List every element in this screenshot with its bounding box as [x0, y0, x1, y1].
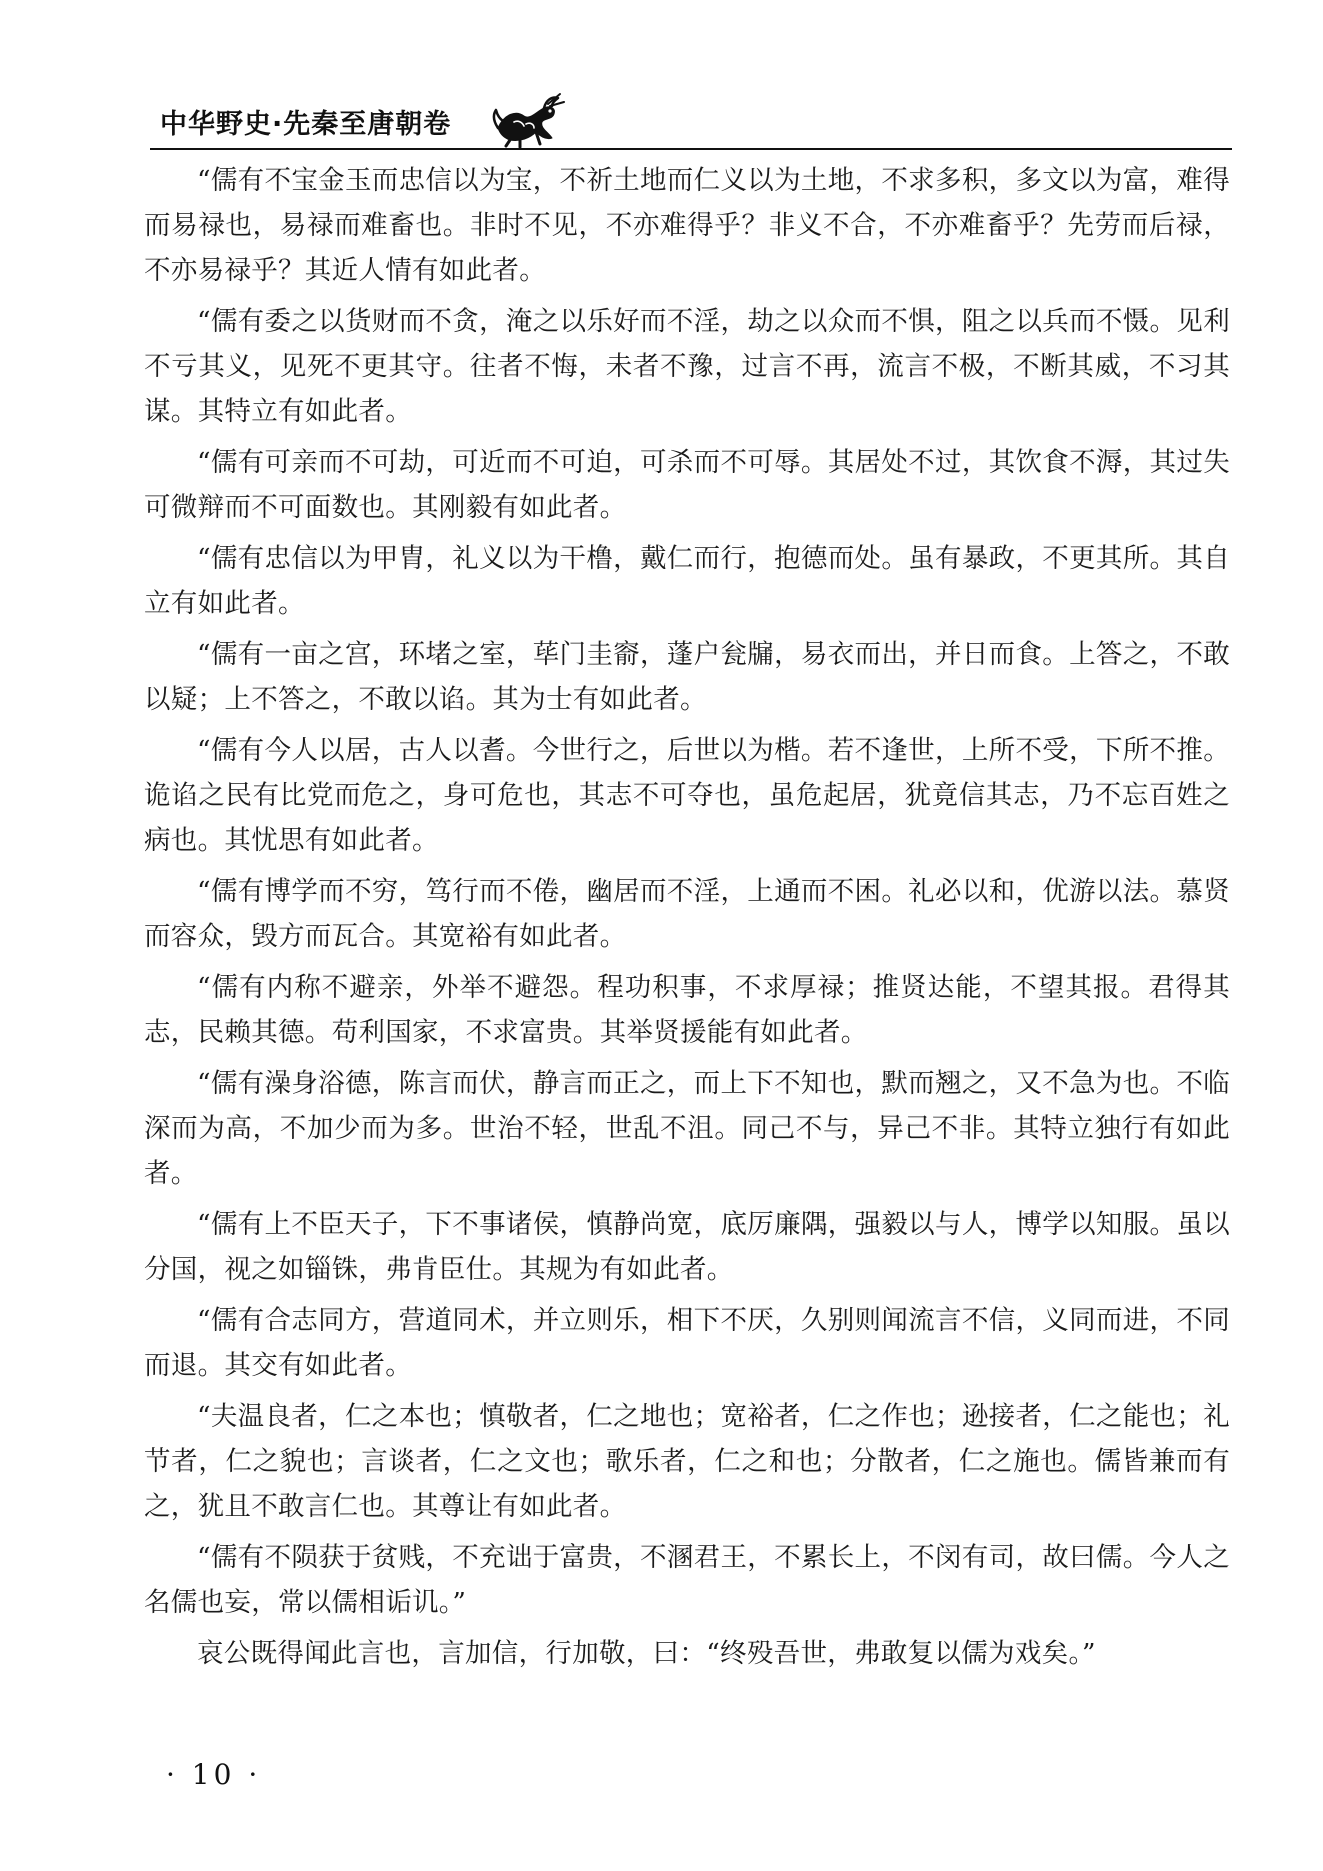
- paragraph: “儒有合志同方，营道同术，并立则乐，相下不厌，久别则闻流言不信，义同而进，不同而退。其交有如此者。: [144, 1305, 1230, 1381]
- paragraph: “儒有内称不避亲，外举不避怨。程功积事，不求厚禄；推贤达能，不望其报。君得其志，民赖其德。苟利国家，不求富贵。其举贤援能有如此者。: [144, 972, 1230, 1048]
- dragon-emblem-icon: [490, 92, 566, 148]
- running-header: [150, 92, 1230, 152]
- paragraph: “儒有委之以货财而不贪，淹之以乐好而不淫，劫之以众而不惧，阻之以兵而不慑。见利不亏其义，见死不更其守。往者不悔，未者不豫，过言不再，流言不极，不断其威，不习其谋。其特立有如此者。: [144, 306, 1230, 427]
- book-title: 中华野史·先秦至唐朝卷: [160, 109, 452, 140]
- paragraph: “儒有不陨获于贫贱，不充诎于富贵，不溷君王，不累长上，不闵有司，故曰儒。今人之名儒也妄，常以儒相诟讥。”: [144, 1542, 1230, 1618]
- paragraph: “儒有忠信以为甲胄，礼义以为干橹，戴仁而行，抱德而处。虽有暴政，不更其所。其自立有如此者。: [144, 543, 1230, 619]
- paragraph: 哀公既得闻此言也，言加信，行加敬，曰：“终殁吾世，弗敢复以儒为戏矣。”: [197, 1638, 1096, 1669]
- paragraph: “儒有一亩之宫，环堵之室，荜门圭窬，蓬户瓮牖，易衣而出，并日而食。上答之，不敢以疑；上不答之，不敢以谄。其为士有如此者。: [144, 639, 1230, 715]
- paragraph: “儒有可亲而不可劫，可近而不可迫，可杀而不可辱。其居处不过，其饮食不溽，其过失可微辩而不可面数也。其刚毅有如此者。: [144, 447, 1230, 523]
- paragraph: “儒有上不臣天子，下不事诸侯，慎静尚宽，底厉廉隅，强毅以与人，博学以知服。虽以分国，视之如锱铢，弗肯臣仕。其规为有如此者。: [144, 1209, 1230, 1285]
- paragraph: “儒有澡身浴德，陈言而伏，静言而正之，而上下不知也，默而翘之，又不急为也。不临深而为高，不加少而为多。世治不轻，世乱不沮。同己不与，异己不非。其特立独行有如此者。: [144, 1068, 1230, 1189]
- body-text: [144, 158, 1230, 1682]
- paragraph: “儒有今人以居，古人以耆。今世行之，后世以为楷。若不逢世，上所不受，下所不推。诡谄之民有比党而危之，身可危也，其志不可夺也，虽危起居，犹竟信其志，乃不忘百姓之病也。其忧思有如此者。: [144, 735, 1230, 856]
- page-number: · 10 ·: [166, 1758, 262, 1791]
- paragraph: “儒有不宝金玉而忠信以为宝，不祈土地而仁义以为土地，不求多积，多文以为富，难得而易禄也，易禄而难畜也。非时不见，不亦难得乎？非义不合，不亦难畜乎？先劳而后禄，不亦易禄乎？其近人情有如此者。: [144, 165, 1230, 286]
- paragraph: “夫温良者，仁之本也；慎敬者，仁之地也；宽裕者，仁之作也；逊接者，仁之能也；礼节者，仁之貌也；言谈者，仁之文也；歌乐者，仁之和也；分散者，仁之施也。儒皆兼而有之，犹且不敢言仁也。其尊让有如此者。: [144, 1401, 1230, 1522]
- header-rule: [150, 148, 1232, 150]
- paragraph: “儒有博学而不穷，笃行而不倦，幽居而不淫，上通而不困。礼必以和，优游以法。慕贤而容众，毁方而瓦合。其宽裕有如此者。: [144, 876, 1230, 952]
